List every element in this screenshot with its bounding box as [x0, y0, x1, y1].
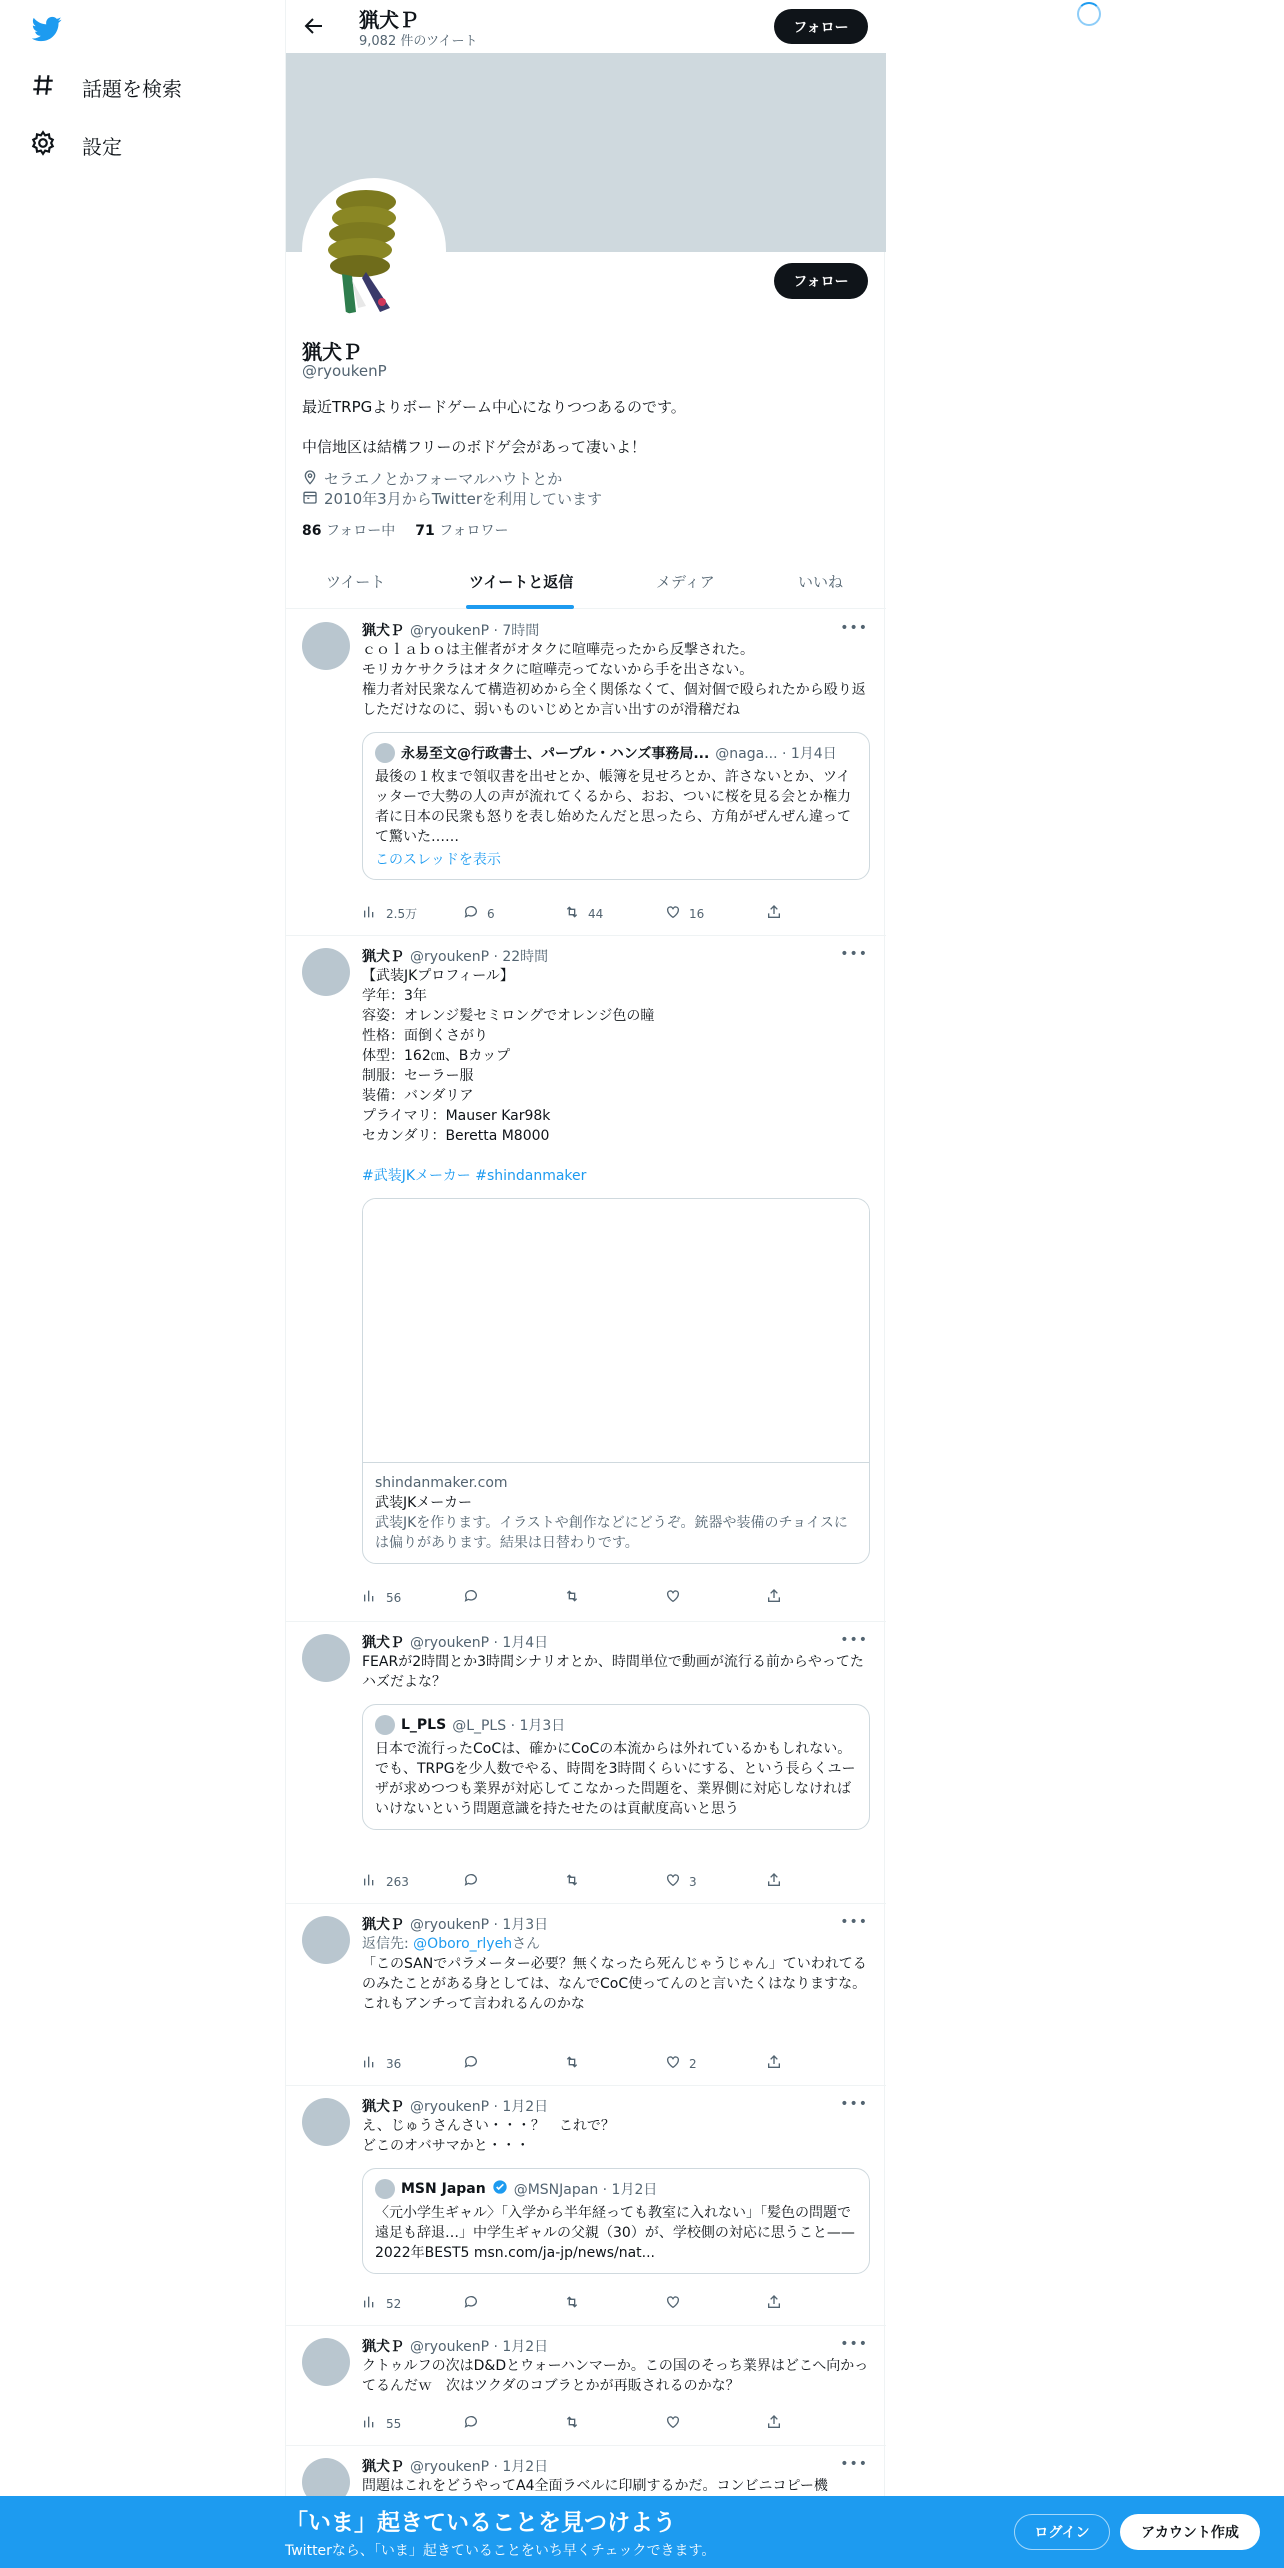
quoted-tweet[interactable]: [362, 1704, 870, 1830]
profile-follow-button[interactable]: フォロー: [774, 263, 868, 299]
quote-avatar: [375, 2179, 395, 2199]
sidebar-item-label: 設定: [82, 135, 122, 159]
retweet-icon: [564, 2414, 580, 2433]
reply-icon: [463, 2294, 479, 2313]
views-icon: [362, 2414, 378, 2433]
share-icon: [766, 2054, 782, 2073]
views-icon: [362, 1588, 378, 1607]
reply-button[interactable]: [463, 2414, 553, 2433]
bottom-bar-title: 「いま」起きていることを見つけよう: [285, 2510, 676, 2536]
quote-avatar: [375, 1715, 395, 1735]
like-button[interactable]: [665, 2294, 755, 2313]
reply-button[interactable]: [463, 904, 553, 923]
tweet-author[interactable]: 猟犬Ｐ: [362, 949, 404, 965]
reply-prefix: 返信先:: [362, 1936, 409, 1952]
card-domain: shindanmaker.com: [375, 1475, 508, 1491]
share-button[interactable]: [766, 1872, 786, 1891]
share-icon: [766, 1588, 782, 1607]
views-icon: [362, 2294, 378, 2313]
hashtag-icon: [30, 72, 56, 103]
reply-icon: [463, 1588, 479, 1607]
tweet-actions: [362, 1872, 786, 1891]
reply-button[interactable]: [463, 1588, 553, 1607]
tweet-author[interactable]: 猟犬Ｐ: [362, 2339, 404, 2355]
like-count: 2: [689, 2056, 697, 2071]
tweet-text: 「このSANでパラメーター必要？無くなったら死んじゃうじゃん」ていわれてるのみたことがある身としては、なんでCoC使ってんのと言いたくはなりますな。 これもアンチって言われるんのかな: [362, 1956, 867, 2012]
card-image: [363, 1199, 869, 1463]
header-tweet-count: 9,082 件のツイート: [359, 34, 478, 49]
tweet[interactable]: [286, 2326, 886, 2446]
retweet-icon: [564, 2054, 580, 2073]
tab-tweets[interactable]: ツイート: [326, 573, 386, 591]
joined-text: 2010年3月からTwitterを利用しています: [324, 490, 602, 508]
tweet-meta: @ryoukenP · 1月2日: [410, 2459, 549, 2475]
followers-label: フォロワー: [439, 523, 509, 539]
tweet[interactable]: [286, 610, 886, 936]
tweet-text: 問題はこれをどうやってA4全面ラベルに印刷するかだ。コンビニコピー機: [362, 2478, 828, 2494]
share-icon: [766, 1872, 782, 1891]
views-icon: [362, 1872, 378, 1891]
signup-button[interactable]: アカウント作成: [1120, 2514, 1260, 2550]
quote-text: 最後の１枚まで領収書を出せとか、帳簿を見せろとか、許さないとか、ツイッターで大勢の人の声が流れてくるから、おお、ついに桜を見る会とか権力者に日本の民衆も怒りを表し始めたんだと思ったら、方角がぜんぜん違ってて驚いた……: [375, 769, 851, 845]
tweet-text: FEARが2時間とか3時間シナリオとか、時間単位で動画が流行る前からやってたハズだよな？: [362, 1654, 864, 1690]
link-card[interactable]: [362, 1198, 870, 1564]
tweet-meta: @ryoukenP · 1月2日: [410, 2339, 549, 2355]
quoted-tweet[interactable]: [362, 2168, 870, 2274]
retweet-button[interactable]: [564, 1872, 654, 1891]
location-pin-icon: [302, 469, 318, 489]
retweet-icon: [564, 904, 580, 923]
reply-count: 6: [487, 906, 495, 921]
tweet-text: 【武装JKプロフィール】 学年：3年 容姿：オレンジ髪セミロングでオレンジ色の瞳 性格：面倒くさがり 体型：162㎝、Bカップ 制服：セーラー服 装備：バンダリア プライマリ：Mauser Kar98k セカンダリ：Beretta M8000: [362, 968, 655, 1144]
card-description: 武装JKを作ります。イラストや創作などにどうぞ。銃器や装備のチョイスには偏りがあります。結果は日替わりです。: [375, 1515, 848, 1551]
verified-badge-icon: [492, 2179, 508, 2199]
tweet-meta: @ryoukenP · 1月4日: [410, 1635, 549, 1651]
like-button[interactable]: [665, 2414, 755, 2433]
tweet[interactable]: [286, 2086, 886, 2326]
more-options-icon[interactable]: •••: [840, 946, 868, 962]
heart-icon: [665, 904, 681, 923]
quote-avatar: [375, 743, 395, 763]
more-options-icon[interactable]: •••: [840, 2336, 868, 2352]
retweet-button[interactable]: [564, 2294, 654, 2313]
heart-icon: [665, 2054, 681, 2073]
tweet-text: クトゥルフの次はD&Dとウォーハンマーか。この国のそっち業界はどこへ向かってるんだｗ 次はツクダのコブラとかが再販されるのかな？: [362, 2358, 869, 2394]
tab-media[interactable]: メディア: [656, 573, 715, 591]
like-button[interactable]: [665, 2054, 755, 2073]
bottom-bar-subtitle: Twitterなら、「いま」起きていることをいち早くチェックできます。: [285, 2543, 716, 2559]
reply-icon: [463, 2414, 479, 2433]
tab-tweets-and-replies[interactable]: ツイートと返信: [469, 573, 574, 591]
profile-tabs: [286, 553, 886, 609]
share-button[interactable]: [766, 1588, 786, 1607]
reply-to-line: [362, 1934, 870, 1954]
quote-author: 永易至文@行政書士、パープル・ハンズ事務局...: [401, 746, 710, 762]
more-options-icon[interactable]: •••: [840, 1914, 868, 1930]
quoted-tweet[interactable]: [362, 732, 870, 880]
reply-icon: [463, 1872, 479, 1891]
calendar-icon: [302, 489, 318, 509]
profile-bio-line-1: 最近TRPGよりボードゲーム中心になりつつあるのです。: [302, 398, 686, 416]
profile-handle: @ryoukenP: [302, 362, 387, 380]
tweet-actions: [362, 1588, 786, 1607]
login-button[interactable]: ログイン: [1014, 2514, 1110, 2550]
share-button[interactable]: [766, 2414, 786, 2433]
tweet-meta: @ryoukenP · 1月3日: [410, 1917, 549, 1933]
header-follow-button[interactable]: フォロー: [774, 9, 868, 44]
like-count: 16: [689, 906, 705, 921]
following-link[interactable]: [302, 520, 395, 540]
sidebar-item-explore[interactable]: [30, 72, 182, 103]
retweet-count: 44: [588, 906, 604, 921]
tweet-avatar[interactable]: [302, 1634, 350, 1682]
sidebar-item-label: 話題を検索: [82, 77, 182, 101]
profile-column: [285, 0, 885, 2568]
profile-header: [286, 0, 886, 53]
show-thread-link[interactable]: このスレッドを表示: [375, 852, 501, 868]
tweet-avatar[interactable]: [302, 1916, 350, 1964]
profile-joined: [302, 488, 602, 509]
tweet-author[interactable]: 猟犬Ｐ: [362, 2459, 404, 2475]
tweet-actions: [362, 2054, 786, 2073]
reply-button[interactable]: [463, 1872, 553, 1891]
quote-text: 日本で流行ったCoCは、確かにCoCの本流からは外れているかもしれない。でも、TRPGを少人数でやる、時間を3時間くらいにする、という長らくユーザが求めつつも業界が対応してこなかった問題を、業界側に対応しなければいけないという問題意識を持たせたのは貢献度高いと思う: [375, 1741, 856, 1817]
views-button[interactable]: [362, 2414, 452, 2433]
more-options-icon[interactable]: •••: [840, 1632, 868, 1648]
views-icon: [362, 904, 378, 923]
tweet-hashtags[interactable]: #武装JKメーカー #shindanmaker: [362, 1168, 587, 1184]
share-icon: [766, 904, 782, 923]
profile-location: [302, 468, 562, 489]
twitter-logo-icon[interactable]: [32, 14, 62, 44]
views-count: 55: [386, 2416, 402, 2431]
quote-author: MSN Japan: [401, 2181, 486, 2197]
following-label: フォロー中: [325, 523, 396, 539]
following-count: 86: [302, 523, 322, 539]
header-name: 猟犬Ｐ: [359, 8, 419, 32]
card-title: 武装JKメーカー: [375, 1495, 473, 1511]
gear-icon: [30, 130, 56, 161]
share-button[interactable]: [766, 904, 786, 923]
quote-meta: @naga... · 1月4日: [715, 746, 837, 762]
views-count: 263: [386, 1874, 409, 1889]
tweet-meta: @ryoukenP · 1月2日: [410, 2099, 549, 2115]
like-count: 3: [689, 1874, 697, 1889]
followers-link[interactable]: [415, 520, 508, 540]
tweet-text: え、じゅうさんさい・・・？ これで？ どこのオバサマかと・・・: [362, 2118, 615, 2154]
views-button[interactable]: [362, 2294, 452, 2313]
tweet-author[interactable]: 猟犬Ｐ: [362, 623, 404, 639]
location-text: セラエノとかフォーマルハウトとか: [324, 470, 563, 488]
tweet-avatar[interactable]: [302, 622, 350, 670]
active-tab-indicator: [466, 605, 574, 609]
more-options-icon[interactable]: •••: [840, 620, 868, 636]
views-button[interactable]: [362, 904, 452, 923]
like-button[interactable]: [665, 1588, 755, 1607]
followers-count: 71: [415, 523, 435, 539]
tweet-author[interactable]: 猟犬Ｐ: [362, 1917, 404, 1933]
tweet[interactable]: [286, 936, 886, 1622]
tweet[interactable]: [286, 1904, 886, 2086]
share-button[interactable]: [766, 2294, 786, 2313]
retweet-icon: [564, 1588, 580, 1607]
heart-icon: [665, 2414, 681, 2433]
tab-likes[interactable]: いいね: [798, 573, 844, 591]
tweet-avatar[interactable]: [302, 2338, 350, 2386]
reply-icon: [463, 904, 479, 923]
tweet-meta: @ryoukenP · 7時間: [410, 623, 540, 639]
tweet-avatar[interactable]: [302, 2098, 350, 2146]
reply-to-handle[interactable]: @Oboro_rlyeh: [413, 1936, 513, 1952]
quote-text: 〈元小学生ギャル〉「入学から半年経っても教室に入れない」「髪色の問題で遠足も辞退…」中学生ギャルの父親（30）が、学校側の対応に思うこと——2022年BEST5 msn.com/ja-jp/news/nat...: [375, 2205, 855, 2261]
profile-name: 猟犬Ｐ: [302, 340, 362, 364]
like-button[interactable]: [665, 1872, 755, 1891]
quote-author: L_PLS: [401, 1717, 447, 1733]
share-icon: [766, 2414, 782, 2433]
views-button[interactable]: [362, 1588, 452, 1607]
views-count: 52: [386, 2296, 402, 2311]
like-button[interactable]: [665, 904, 755, 923]
loading-spinner-icon: [1077, 2, 1101, 26]
share-icon: [766, 2294, 782, 2313]
tweet[interactable]: [286, 1622, 886, 1904]
reply-icon: [463, 2054, 479, 2073]
views-count: 36: [386, 2056, 402, 2071]
views-icon: [362, 2054, 378, 2073]
tweet-meta: @ryoukenP · 22時間: [410, 949, 549, 965]
quote-meta: @MSNJapan · 1月2日: [513, 2182, 658, 2198]
more-options-icon[interactable]: •••: [840, 2096, 868, 2112]
retweet-icon: [564, 1872, 580, 1891]
reply-suffix: さん: [512, 1936, 541, 1952]
heart-icon: [665, 2294, 681, 2313]
views-count: 56: [386, 1590, 402, 1605]
reply-button[interactable]: [463, 2294, 553, 2313]
retweet-icon: [564, 2294, 580, 2313]
reply-button[interactable]: [463, 2054, 553, 2073]
tweet-actions: [362, 2294, 786, 2313]
tweet-actions: [362, 2414, 786, 2433]
retweet-button[interactable]: [564, 904, 654, 923]
tweet-author[interactable]: 猟犬Ｐ: [362, 2099, 404, 2115]
views-count: 2.5万: [386, 907, 418, 921]
retweet-button[interactable]: [564, 1588, 654, 1607]
follow-stats: [302, 520, 509, 540]
quote-meta: @L_PLS · 1月3日: [452, 1718, 566, 1734]
avatar[interactable]: [302, 178, 446, 322]
retweet-button[interactable]: [564, 2054, 654, 2073]
retweet-button[interactable]: [564, 2414, 654, 2433]
views-button[interactable]: [362, 1872, 452, 1891]
signup-bottom-bar: [0, 2496, 1284, 2568]
back-arrow-icon[interactable]: [302, 14, 326, 38]
tweet-author[interactable]: 猟犬Ｐ: [362, 1635, 404, 1651]
heart-icon: [665, 1872, 681, 1891]
share-button[interactable]: [766, 2054, 786, 2073]
profile-bio-line-2: 中信地区は結構フリーのボドゲ会があって凄いよ！: [302, 438, 646, 456]
heart-icon: [665, 1588, 681, 1607]
tweet-text: ｃｏｌａｂｏは主催者がオタクに喧嘩売ったから反撃された。 モリカケサクラはオタクに喧嘩売ってないから手を出さない。 権力者対民衆なんて構造初めから全く関係なくて、個対個で殴られたから殴り返しただけなのに、弱いものいじめとか言い出すのが滑稽だね: [362, 642, 866, 718]
more-options-icon[interactable]: •••: [840, 2456, 868, 2472]
views-button[interactable]: [362, 2054, 452, 2073]
sidebar-item-settings[interactable]: [30, 130, 122, 161]
tweet-actions: [362, 904, 786, 923]
tweet-avatar[interactable]: [302, 948, 350, 996]
